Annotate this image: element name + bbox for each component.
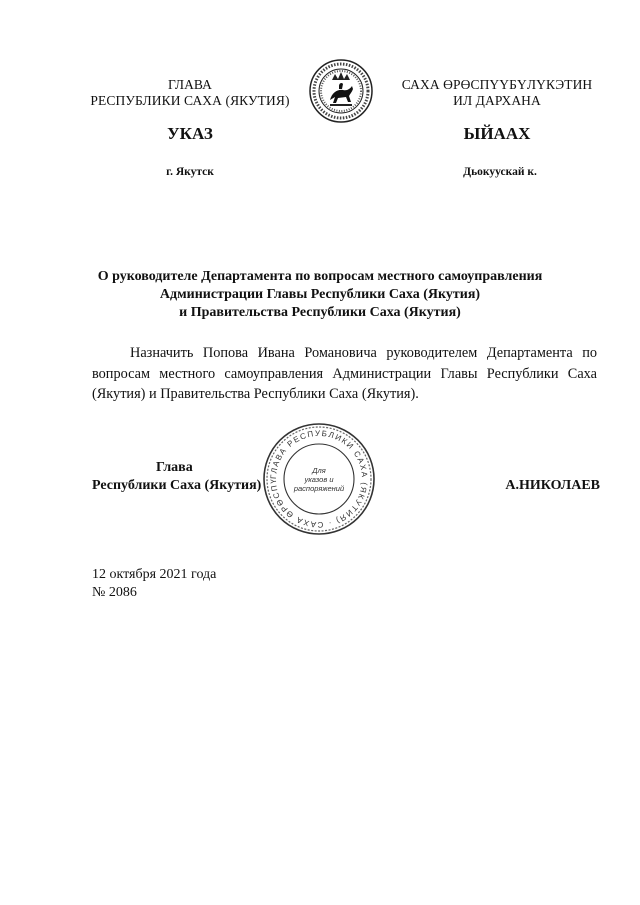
signature-position-line2: Республики Саха (Якутия) [92, 478, 262, 493]
doc-type-right: ЫЙААХ [463, 124, 531, 143]
signature-position-line1: Глава [156, 460, 193, 475]
coat-of-arms-emblem-icon [308, 58, 374, 124]
document-date: 12 октября 2021 года [92, 567, 217, 582]
document-number: № 2086 [92, 585, 137, 600]
document-body [92, 343, 597, 405]
body-paragraph: Назначить Попова Ивана Романовича руководителем Департамента по вопросам местного самоуправления Администрации Главы Республики Саха (Якутия) и Правительства Республики Саха (Якутия). [92, 345, 597, 402]
document-title [60, 268, 580, 322]
stamp-ring-text: ГЛАВА РЕСПУБЛИКИ САХА (ЯКУТИЯ) · САХА ӨРӨСПҮ [268, 428, 370, 530]
title-line1: О руководителе Департамента по вопросам местного самоуправления [97, 269, 543, 284]
stamp-center-line1: Для [312, 466, 326, 475]
header-right [372, 77, 622, 109]
header-left-line1: ГЛАВА [167, 77, 213, 92]
header-right-line2: ИЛ ДАРХАНА [453, 93, 541, 108]
signature-position [92, 459, 292, 495]
header-right-line1: САХА ӨРӨСПҮҮБҮЛҮКЭТИН [401, 77, 593, 92]
header-left-line2: РЕСПУБЛИКИ САХА (ЯКУТИЯ) [90, 93, 290, 108]
stamp-center-line2: указов и [304, 475, 334, 484]
title-line3: и Правительства Республики Саха (Якутия) [179, 305, 461, 320]
header-left [70, 77, 310, 109]
city-left: г. Якутск [166, 166, 214, 178]
signatory-name: А.НИКОЛАЕВ [505, 478, 600, 493]
doc-type-left: УКАЗ [167, 124, 213, 143]
stamp-center-line3: распоряжений [293, 484, 345, 493]
title-line2: Администрации Главы Республики Саха (Якутия) [159, 287, 481, 302]
city-right: Дьокуускай к. [463, 166, 537, 178]
document-footer [92, 566, 342, 602]
